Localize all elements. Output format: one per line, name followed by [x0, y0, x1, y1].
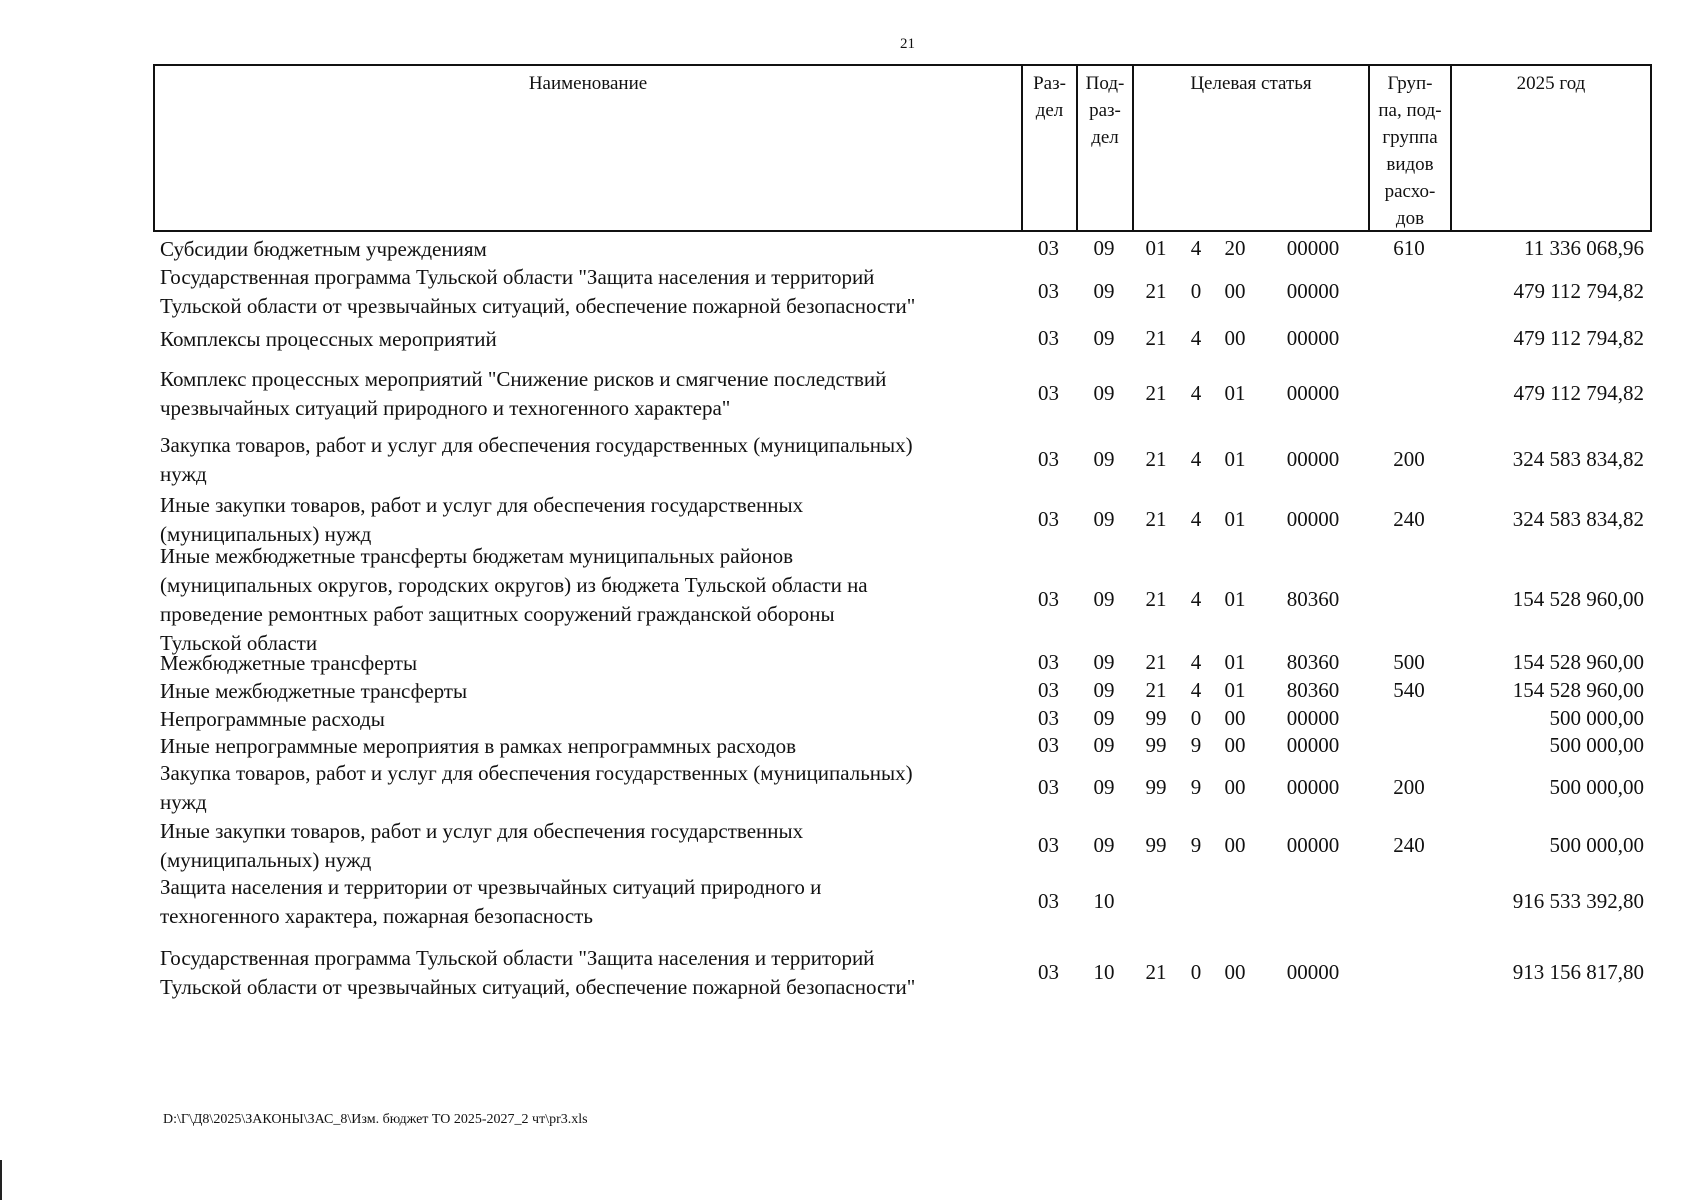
cell-cs1: 21 [1145, 279, 1167, 303]
row-name [160, 542, 1020, 658]
cell-cs2: 0 [1190, 706, 1202, 730]
cell-cs2: 4 [1190, 236, 1202, 260]
table-row [153, 677, 1652, 705]
cell-cs1: 21 [1145, 650, 1167, 674]
cell-cs4: 00000 [1286, 381, 1340, 405]
cell-podr: 09 [1093, 236, 1115, 260]
cell-cs3: 01 [1224, 678, 1246, 702]
header-razdel [1023, 66, 1078, 230]
cell-cs3: 00 [1224, 279, 1246, 303]
header-razdel-line: Раз- [1033, 73, 1066, 94]
cell-razd: 03 [1038, 279, 1059, 303]
cell-cs4: 00000 [1286, 706, 1340, 730]
cell-podr: 09 [1093, 279, 1115, 303]
cell-razd: 03 [1038, 833, 1059, 857]
cell-grp: 200 [1393, 775, 1425, 799]
cell-podr: 09 [1093, 326, 1115, 350]
row-name [160, 263, 1020, 321]
cell-podr: 09 [1093, 507, 1115, 531]
table-row [153, 732, 1652, 760]
row-name-line: Комплекс процессных мероприятий "Снижение рисков и смягчение последствий [160, 367, 887, 391]
cell-razd: 03 [1038, 775, 1059, 799]
cell-podr: 09 [1093, 587, 1115, 611]
header-gruppa-line: Груп- [1387, 73, 1433, 94]
cell-grp: 610 [1393, 236, 1425, 260]
cell-grp: 540 [1393, 678, 1425, 702]
cell-podr: 09 [1093, 733, 1115, 757]
row-name [160, 944, 1020, 1002]
header-gruppa-line: видов [1386, 154, 1434, 175]
row-name [160, 817, 1020, 875]
cell-cs3: 01 [1224, 447, 1246, 471]
cell-cs3: 00 [1224, 706, 1246, 730]
cell-razd: 03 [1038, 587, 1059, 611]
cell-cs3: 01 [1224, 650, 1246, 674]
row-name-line: Тульской области от чрезвычайных ситуаций, обеспечение пожарной безопасности" [160, 975, 916, 999]
cell-podr: 09 [1093, 775, 1115, 799]
table-row [153, 430, 1652, 490]
row-name-line: Государственная программа Тульской области "Защита населения и территорий [160, 265, 875, 289]
cell-cs1: 99 [1145, 833, 1167, 857]
table-row [153, 817, 1652, 875]
row-name [160, 325, 1020, 354]
row-name-line: Иные непрограммные мероприятия в рамках непрограммных расходов [160, 733, 797, 758]
row-name-line: Иные межбюджетные трансферты [160, 678, 468, 703]
header-podrazdel-line: Под- [1085, 73, 1125, 94]
cell-podr: 09 [1093, 678, 1115, 702]
cell-cs1: 21 [1145, 587, 1167, 611]
table-row [153, 872, 1652, 932]
cell-grp: 500 [1393, 650, 1425, 674]
cell-amt: 154 528 960,00 [1512, 587, 1644, 611]
cell-cs4: 00000 [1286, 507, 1340, 531]
cell-razd: 03 [1038, 960, 1059, 984]
cell-cs4: 00000 [1286, 447, 1340, 471]
row-name-line: Непрограммные расходы [160, 706, 385, 731]
cell-cs4: 00000 [1286, 833, 1340, 857]
cell-cs4: 00000 [1286, 775, 1340, 799]
cell-podr: 09 [1093, 833, 1115, 857]
table-row [153, 324, 1652, 354]
row-name-line: (муниципальных округов, городских округов) из бюджета Тульской области на [160, 573, 868, 597]
row-name [160, 873, 1020, 931]
cell-cs2: 4 [1190, 447, 1202, 471]
cell-cs3: 01 [1224, 381, 1246, 405]
row-name-line: нужд [160, 462, 207, 486]
table-row [153, 942, 1652, 1004]
table-header [153, 64, 1652, 232]
cell-cs1: 21 [1145, 678, 1167, 702]
cell-podr: 10 [1093, 960, 1115, 984]
row-name [160, 677, 1020, 706]
row-name [160, 431, 1020, 489]
header-podrazdel-line: дел [1091, 127, 1119, 148]
cell-cs1: 99 [1145, 733, 1167, 757]
cell-cs3: 00 [1224, 733, 1246, 757]
cell-razd: 03 [1038, 889, 1059, 913]
cell-amt: 916 533 392,80 [1512, 889, 1644, 913]
cell-razd: 03 [1038, 447, 1059, 471]
cell-cs4: 00000 [1286, 236, 1340, 260]
row-name [160, 732, 1020, 761]
cell-cs1: 21 [1145, 381, 1167, 405]
cell-cs3: 01 [1224, 507, 1246, 531]
cell-amt: 500 000,00 [1549, 706, 1644, 730]
table-row [153, 234, 1652, 264]
row-name [160, 235, 1020, 264]
cell-amt: 479 112 794,82 [1513, 326, 1644, 350]
header-gruppa-line: па, под- [1378, 100, 1442, 121]
cell-podr: 09 [1093, 447, 1115, 471]
row-name-line: чрезвычайных ситуаций природного и техногенного характера" [160, 396, 731, 420]
cell-podr: 10 [1093, 889, 1115, 913]
cell-cs3: 00 [1224, 775, 1246, 799]
cell-amt: 479 112 794,82 [1513, 381, 1644, 405]
cell-cs3: 00 [1224, 960, 1246, 984]
table-row [153, 364, 1652, 424]
row-name-line: Комплексы процессных мероприятий [160, 326, 497, 351]
cell-razd: 03 [1038, 678, 1059, 702]
cell-cs4: 00000 [1286, 733, 1340, 757]
cell-cs2: 0 [1190, 279, 1202, 303]
header-razdel-line: дел [1035, 100, 1064, 121]
row-name-line: Тульской области [160, 631, 318, 655]
row-name [160, 365, 1020, 423]
header-gruppa-line: группа [1382, 127, 1438, 148]
footer-file-path: D:\Г\Д8\2025\ЗАКОНЫ\ЗАС_8\Изм. бюджет ТО 2025-2027_2 чт\pr3.xls [163, 1112, 588, 1127]
cell-razd: 03 [1038, 507, 1059, 531]
row-name-line: Иные межбюджетные трансферты бюджетам муниципальных районов [160, 544, 794, 568]
cell-cs4: 00000 [1286, 960, 1340, 984]
cell-amt: 500 000,00 [1549, 833, 1644, 857]
row-name-line: Защита населения и территории от чрезвычайных ситуаций природного и [160, 875, 822, 899]
row-name-line: Тульской области от чрезвычайных ситуаций, обеспечение пожарной безопасности" [160, 294, 916, 318]
cell-cs2: 9 [1190, 733, 1202, 757]
scan-edge-mark [0, 1160, 2, 1200]
cell-cs4: 00000 [1286, 279, 1340, 303]
cell-cs1: 21 [1145, 960, 1167, 984]
cell-cs4: 80360 [1286, 587, 1340, 611]
row-name-line: Иные закупки товаров, работ и услуг для обеспечения государственных [160, 493, 804, 517]
cell-amt: 913 156 817,80 [1512, 960, 1644, 984]
header-gruppa-line: дов [1395, 208, 1425, 229]
row-name [160, 705, 1020, 734]
cell-cs2: 4 [1190, 678, 1202, 702]
table-row [153, 759, 1652, 817]
cell-cs3: 20 [1224, 236, 1246, 260]
cell-amt: 500 000,00 [1549, 733, 1644, 757]
header-gruppa [1370, 66, 1452, 230]
row-name-line: Закупка товаров, работ и услуг для обеспечения государственных (муниципальных) [160, 433, 913, 457]
cell-razd: 03 [1038, 236, 1059, 260]
cell-amt: 500 000,00 [1549, 775, 1644, 799]
header-gruppa-line: расхо- [1384, 181, 1436, 202]
cell-cs4: 00000 [1286, 326, 1340, 350]
row-name-line: нужд [160, 790, 207, 814]
page-number: 21 [900, 36, 915, 52]
cell-cs1: 21 [1145, 507, 1167, 531]
row-name-line: (муниципальных) нужд [160, 848, 372, 872]
cell-amt: 324 583 834,82 [1512, 507, 1644, 531]
table-row [153, 262, 1652, 322]
cell-cs3: 01 [1224, 587, 1246, 611]
cell-cs2: 4 [1190, 507, 1202, 531]
cell-cs1: 99 [1145, 775, 1167, 799]
cell-cs4: 80360 [1286, 678, 1340, 702]
row-name-line: Иные закупки товаров, работ и услуг для обеспечения государственных [160, 819, 804, 843]
cell-cs1: 01 [1145, 236, 1167, 260]
cell-cs1: 99 [1145, 706, 1167, 730]
row-name-line: Закупка товаров, работ и услуг для обеспечения государственных (муниципальных) [160, 761, 913, 785]
header-name: Наименование [155, 66, 1023, 230]
cell-cs2: 4 [1190, 326, 1202, 350]
cell-amt: 11 336 068,96 [1524, 236, 1644, 260]
cell-grp: 240 [1393, 833, 1425, 857]
cell-cs2: 9 [1190, 833, 1202, 857]
cell-cs4: 80360 [1286, 650, 1340, 674]
row-name-line: (муниципальных) нужд [160, 522, 372, 546]
cell-cs2: 0 [1190, 960, 1202, 984]
table-row [153, 540, 1652, 660]
cell-razd: 03 [1038, 381, 1059, 405]
row-name [160, 649, 1020, 678]
row-name-line: Межбюджетные трансферты [160, 650, 418, 675]
cell-cs1: 21 [1145, 326, 1167, 350]
cell-amt: 154 528 960,00 [1512, 678, 1644, 702]
cell-amt: 324 583 834,82 [1512, 447, 1644, 471]
cell-razd: 03 [1038, 733, 1059, 757]
cell-cs1: 21 [1145, 447, 1167, 471]
cell-podr: 09 [1093, 706, 1115, 730]
cell-cs2: 9 [1190, 775, 1202, 799]
cell-razd: 03 [1038, 706, 1059, 730]
row-name-line: Государственная программа Тульской области "Защита населения и территорий [160, 946, 875, 970]
cell-grp: 240 [1393, 507, 1425, 531]
cell-cs2: 4 [1190, 587, 1202, 611]
table-row [153, 649, 1652, 677]
cell-podr: 09 [1093, 650, 1115, 674]
row-name-line: техногенного характера, пожарная безопасность [160, 904, 593, 928]
cell-amt: 154 528 960,00 [1512, 650, 1644, 674]
cell-cs3: 00 [1224, 833, 1246, 857]
row-name-line: проведение ремонтных работ защитных сооружений гражданской обороны [160, 602, 835, 626]
header-podrazdel [1078, 66, 1134, 230]
header-celevaya-statya: Целевая статья [1134, 66, 1370, 230]
cell-razd: 03 [1038, 650, 1059, 674]
row-name-line: Субсидии бюджетным учреждениям [160, 236, 487, 261]
cell-cs2: 4 [1190, 650, 1202, 674]
header-year: 2025 год [1516, 73, 1586, 94]
cell-podr: 09 [1093, 381, 1115, 405]
cell-razd: 03 [1038, 326, 1059, 350]
cell-amt: 479 112 794,82 [1513, 279, 1644, 303]
table-row [153, 705, 1652, 733]
header-podrazdel-line: раз- [1089, 100, 1121, 121]
cell-cs2: 4 [1190, 381, 1202, 405]
cell-cs3: 00 [1224, 326, 1246, 350]
row-name [160, 759, 1020, 817]
cell-grp: 200 [1393, 447, 1425, 471]
